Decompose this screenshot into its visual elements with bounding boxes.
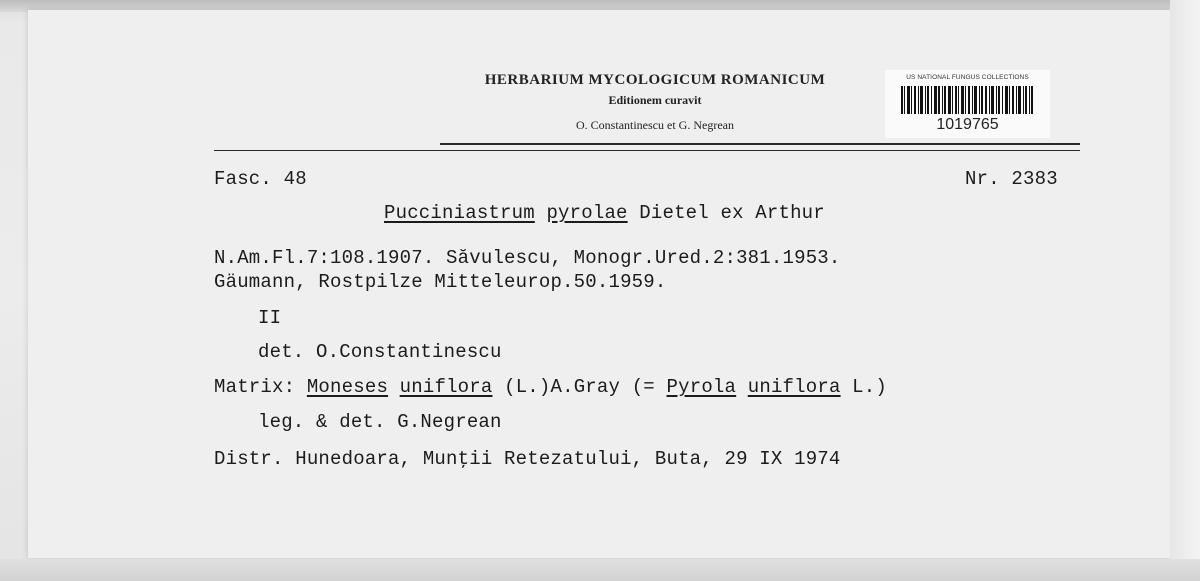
taxon-name — [384, 202, 825, 224]
synonym-species: uniflora — [747, 376, 841, 398]
editor-subtitle: Editionem curavit — [608, 93, 702, 107]
spore-stage: II — [258, 307, 282, 329]
taxon-species: pyrolae — [546, 202, 628, 224]
locality: Distr. Hunedoara, Munţii Retezatului, Buta, 29 IX 1974 — [214, 448, 841, 470]
collector: leg. & det. G.Negrean — [258, 411, 502, 433]
herbarium-title: HERBARIUM MYCOLOGICUM ROMANICUM — [484, 72, 826, 88]
header-rule — [440, 143, 1080, 145]
taxon-genus: Pucciniastrum — [384, 202, 535, 224]
fascicle-number: Fasc. 48 — [214, 168, 307, 190]
bottom-edge — [0, 559, 1200, 581]
reference-line-1: N.Am.Fl.7:108.1907. Săvulescu, Monogr.Ured.2:381.1953. — [214, 247, 841, 269]
label-header — [440, 68, 870, 133]
exsiccata-number: Nr. 2383 — [965, 168, 1058, 190]
matrix-prefix: Matrix: — [214, 376, 307, 398]
host-genus: Moneses — [306, 376, 389, 398]
matrix-line — [214, 376, 887, 398]
header-rule-thin — [214, 150, 1080, 151]
synonym-author: L.) — [840, 376, 887, 398]
right-margin — [1170, 0, 1200, 581]
editors-line: O. Constantinescu et G. Negrean — [576, 118, 734, 132]
catalog-number: 1019765 — [936, 116, 999, 133]
host-author: (L.)A.Gray (= — [492, 376, 667, 398]
taxon-author: Dietel ex Arthur — [627, 202, 825, 224]
collection-name: US NATIONAL FUNGUS COLLECTIONS — [906, 74, 1029, 81]
barcode-icon — [901, 86, 1033, 114]
synonym-genus: Pyrola — [666, 376, 737, 398]
barcode-label — [885, 70, 1050, 138]
host-species: uniflora — [399, 376, 493, 398]
determiner: det. O.Constantinescu — [258, 341, 502, 363]
reference-line-2: Gäumann, Rostpilze Mitteleurop.50.1959. — [214, 271, 667, 293]
